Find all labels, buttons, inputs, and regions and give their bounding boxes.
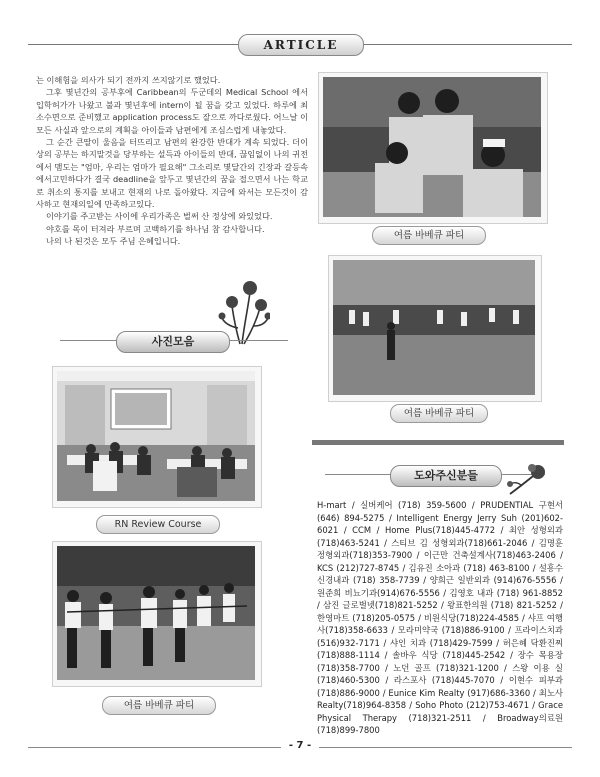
page-number bbox=[0, 740, 600, 751]
donors-divider bbox=[312, 440, 564, 445]
article-paragraph: 이야기를 주고받는 사이에 우리가족은 벌써 산 정상에 와있었다. bbox=[46, 211, 273, 222]
article-paragraph: 는 이해험을 의사가 되기 전까지 쓰지않기로 했었다. bbox=[36, 75, 221, 85]
donors-list: H-mart / 실버케어 (718) 359-5600 / PRUDENTIAL 구현서 (646) 894-5275 / Intelligent Energy Jerry Suh (201)602-6021 / CCM / Home Plus(718)445-4772 / 최안 성형외과 (718)463-5241 / 스티브 김 성형외과(718)661-2046 / 김명훈 정형외과(718)353-7900 / 이근만 건축설계사(718)463-2406 / KCS (212)727-8745 / 김유진 소아과 (718) 463-8100 / 설흥수 신경내과 (718) 358-7739 / 양희근 일반외과 (914)676-5556 / 원준희 비뇨기과(914)676-5556 / 김영호 내과 (718) 961-8852 / 삼진 글로벌넷(718)821-5252 / 왕표한의원 (718) 821-5252 / 한영마트 (718)205-0575 / 비원식당(718)224-4585 / 샤프 여행사(718)358-6633 / 모라미약국 (718)886-9100 / 프라이스치과 (516)932-7171 / 샤인 치과 (718)429-7599 / 허은혜 닥환진찌 (718)888-1114 / 솔바우 식당 (718)445-2542 / 장수 목용장(718)358-7700 / 노던 골프 (718)321-1200 / 스왕 이용 실 (718)460-5300 / 라스포사 (718)445-7070 / 이현수 피부과 (718)886-9000 / Eunice Kim Realty (917)686-3360 / 최노사 Realty(718)964-8358 / Soho Photo (212)753-4671 / Grace Physical Therapy (718)321-2511 / Broadway의료원 (718)899-7800 bbox=[317, 500, 563, 735]
classroom-photo bbox=[57, 371, 255, 501]
donors-title: 도와주신분들 bbox=[390, 465, 502, 487]
caption-summer-bbq-top: 여름 바베큐 파티 bbox=[372, 226, 486, 245]
group-portrait-photo bbox=[323, 77, 541, 217]
photos-section-label: 사진모음 bbox=[116, 331, 230, 353]
flower-decoration-icon bbox=[504, 460, 548, 498]
outdoor-game-photo bbox=[333, 260, 535, 395]
page-number-text: - 7 - bbox=[281, 740, 319, 751]
article-body bbox=[36, 74, 308, 248]
article-paragraph: 그후 몇년간의 공부후에 Caribbean의 두군데의 Medical School 에서 입학허가가 나왔고 불과 몇년후에 intern이 될 꿈을 갖고 있었다. 하루에 최소수면으로 준비했고 application process도 잘으로 까다로웠다. 어느날 이모든 사실과 앞으로의 계획을 아이들과 남편에게 조심스럽게 내놓았다. bbox=[36, 87, 308, 135]
caption-rn-review-course: RN Review Course bbox=[96, 515, 220, 534]
caption-summer-bbq-mid: 여름 바베큐 파티 bbox=[390, 404, 488, 423]
article-paragraph: 야호를 목이 터져라 부르며 고백하기를 하나님 참 감사합니다. bbox=[46, 223, 265, 234]
section-header-badge: ARTICLE bbox=[238, 34, 364, 56]
tug-of-war-photo bbox=[57, 546, 255, 680]
article-paragraph: 그 순간 큰딸이 울음을 터뜨리고 남편의 완강한 반대가 계속 되었다. 더이상의 공부는 하지말것을 당부하는 설득과 아이들의 반대, 끊임없이 나의 귀전에서 맴도는 "엄마, 우리는 엄마가 필요해" 그소리로 몇달간의 긴장과 갈등속에서고민하다가 결국 deadline을 앞두고 몇년간의 꿈을 접으면서 나는 학교로 취소의 통지를 보내고 현재의 나로 돌아왔다. 지금에 와서는 모든것이 감사하고 현재의일에 만족하고있다. bbox=[36, 137, 308, 210]
caption-summer-bbq-left: 여름 바베큐 파티 bbox=[102, 696, 216, 715]
article-paragraph: 나의 나 된것은 모두 주님 은혜입니다. bbox=[46, 236, 181, 247]
